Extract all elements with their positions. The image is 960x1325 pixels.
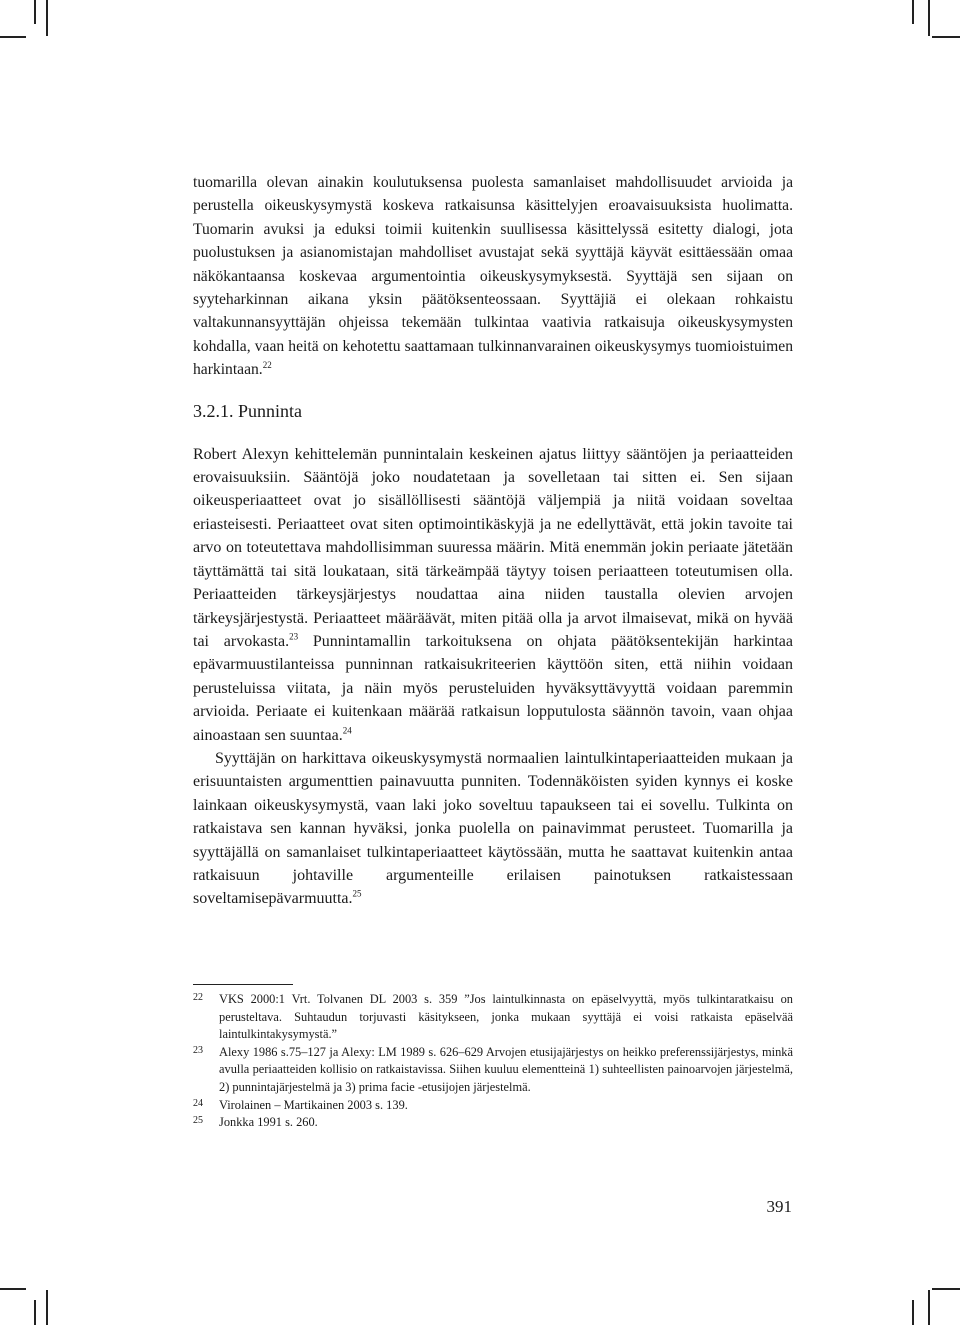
crop-mark xyxy=(932,1288,960,1290)
page-number: 391 xyxy=(766,1197,792,1216)
crop-mark xyxy=(928,1290,930,1325)
footnote-text: VKS 2000:1 Vrt. Tolvanen DL 2003 s. 359 ”Jos laintulkinnasta on epäselvyyttä, myös tulkintaratkaisu on perusteltava. Suhtaudun torjuvasti käsitykseen, jonka mukaan syyttäjä ei voisi ratkaista epäselvää laintulkintakysymystä.” xyxy=(219,992,793,1042)
paragraph-3-text: Syyttäjän on harkittava oikeuskysymystä normaalien laintulkintaperiaatteiden mukaan ja erisuuntaisten argumenttien painavuutta punniten. Todennäköisten syiden kynnys ei koske lainkaan oikeuskysymystä, vaan laki joko soveltuu tapaukseen tai ei sovellu. Tulkinta on ratkaistava sen kannan hyväksi, jonka puolella on painavimmat perusteet. Tuomarilla ja syyttäjällä on samanlaiset tulkintaperiaatteet käytössään, mutta he saattavat kuitenkin antaa ratkaisuun johtaville argumenteille erilaisen painotuksen ratkaistessaan soveltamisepävarmuutta. xyxy=(193,749,793,908)
footnote-text: Alexy 1986 s.75–127 ja Alexy: LM 1989 s. 626–629 Arvojen etusijajärjestys on heikko preferenssijärjestys, minkä avulla periaatteiden kollisio on ratkaistavissa. Siihen kuuluu elementteinä 1) suhteellisten painoarvojen järjestelmä, 2) punnintajärjestelmä ja 3) prima facie -etusijojen järjestelmä. xyxy=(219,1044,793,1094)
footnote-25 xyxy=(193,1114,793,1132)
footnote-text: Virolainen – Martikainen 2003 s. 139. xyxy=(219,1097,408,1112)
crop-mark xyxy=(34,0,36,24)
section-heading: 3.2.1. Punninta xyxy=(193,400,303,421)
body-text xyxy=(193,171,793,911)
footnote-text: Jonkka 1991 s. 260. xyxy=(219,1115,318,1130)
footnote-23 xyxy=(193,1044,793,1097)
crop-mark xyxy=(932,36,960,38)
paragraph-1-text: tuomarilla olevan ainakin koulutuksensa puolesta samanlaiset mahdollisuudet arvioida ja perustella oikeuskysymystä koskeva ratkaisunsa käsittelyjen eroavaisuuksista huolimatta. Tuomarin avuksi ja eduksi toimii kuitenkin suullisessa käsittelyssä esitetty dialogi, jota puolustuksen ja asianomistajan mahdolliset avustajat sekä syyttäjä käyvät esittäessään omaa näkökantaansa koskevaa argumentointia oikeuskysymyksestä. Syyttäjä sen sijaan on syyteharkinnan aikana yksin päätöksenteossaan. Syyttäjiä ei olekaan rohkaistu valtakunnansyyttäjän ohjeissa tekemään tulkintaa vaativia ratkaisuja oikeuskysymysten kohdalla, vaan heitä on kehotettu saattamaan tulkinnanvarainen oikeuskysymys tuomioistuimen harkintaan. xyxy=(193,174,793,379)
footnote-number: 23 xyxy=(193,1044,203,1056)
footnote-number: 24 xyxy=(193,1097,203,1109)
crop-mark xyxy=(34,1300,36,1325)
footnote-ref-24[interactable]: 24 xyxy=(342,725,352,736)
crop-mark xyxy=(928,0,930,36)
paragraph-2-text-b: Punnintamallin tarkoituksena on ohjata päätöksentekijän harkintaa epävarmuustilanteissa punninnan ratkaisukriteerien käyttöön siten, että niihin voidaan perusteluissa viitata, ja näin myös perusteluiden hyväksyttävyyttä voidaan paremmin arvioida. Periaate ei kuitenkaan määrää ratkaisun lopputulosta säännön tavoin, vaan ohjaa ainoastaan sen suuntaa. xyxy=(193,632,794,744)
crop-mark xyxy=(46,0,48,36)
paragraph-1 xyxy=(193,171,793,382)
paragraph-2 xyxy=(193,443,793,747)
crop-mark xyxy=(912,0,914,24)
footnote-ref-23[interactable]: 23 xyxy=(289,631,299,642)
paragraph-2-text-a: Robert Alexyn kehittelemän punnintalain keskeinen ajatus liittyy sääntöjen ja periaatteiden erovaisuuksiin. Sääntöjä joko noudatetaan ja sovelletaan tai sitten ei. Sen sijaan oikeusperiaatteet ovat jo sisällöllisesti sääntöjä väljempiä ja niitä voidaan soveltaa eriasteisesti. Periaatteet ovat siten optimointikäskyjä ja ne edellyttävät, että jokin tavoite tai arvo on toteutettava mahdollisimman suuressa määrin. Mitä enemmän jokin periaate jätetään täyttämättä tai sitä loukataan, sitä tärkeämpää täytyy toisen periaatteen toteutumisen olla. Periaatteiden tärkeysjärjestys noudattaa aina niiden taustalla olevien arvojen tärkeysjärjestystä. Periaatteet määräävät, miten pitää olla ja arvot ilmaisevat, mikä on hyvää tai arvokasta. xyxy=(193,445,793,650)
crop-mark xyxy=(0,36,26,38)
footnote-22 xyxy=(193,991,793,1044)
footnote-ref-25[interactable]: 25 xyxy=(352,889,362,900)
footnote-ref-22[interactable]: 22 xyxy=(262,360,272,371)
footnote-number: 25 xyxy=(193,1115,203,1127)
footnotes xyxy=(193,991,793,1132)
paragraph-3 xyxy=(193,747,793,911)
crop-mark xyxy=(0,1288,26,1290)
footnote-24 xyxy=(193,1097,793,1115)
crop-mark xyxy=(912,1300,914,1325)
footnote-divider xyxy=(193,984,293,985)
crop-mark xyxy=(46,1290,48,1325)
footnote-number: 22 xyxy=(193,992,203,1003)
